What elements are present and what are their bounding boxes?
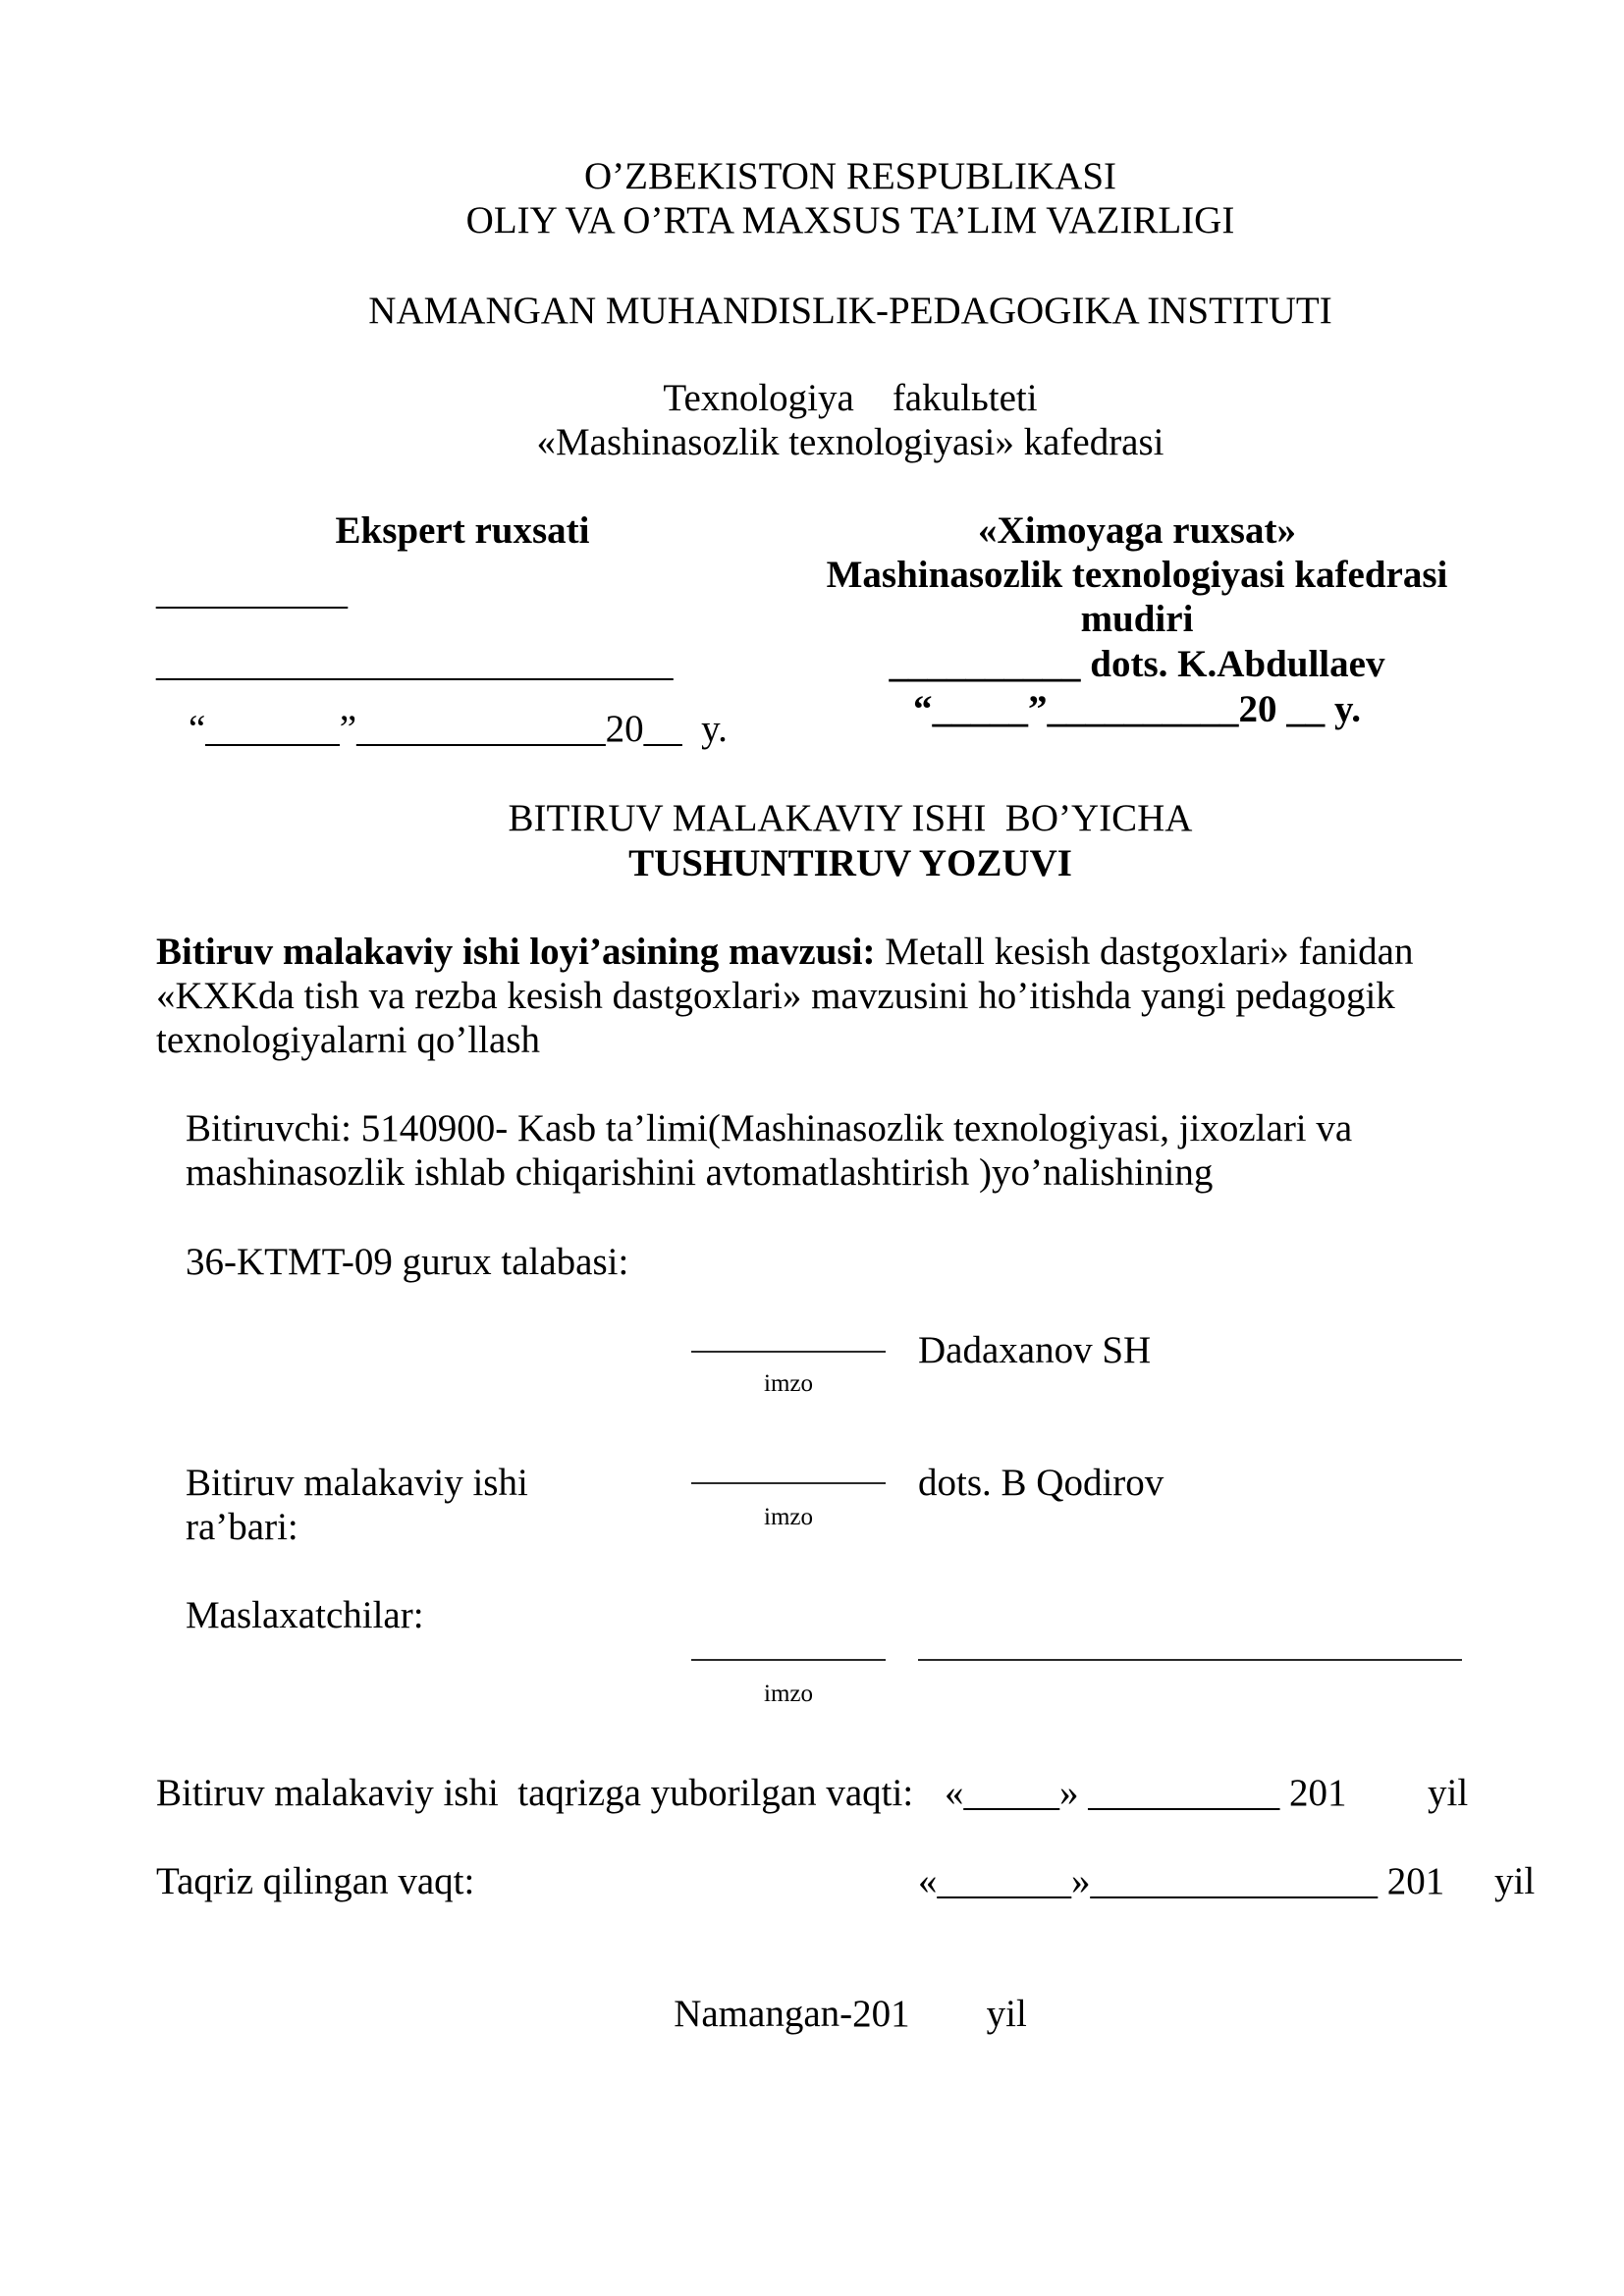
defense-signature-line: __________ dots. K.Abdullaev xyxy=(889,643,1385,685)
topic-label: Bitiruv malakaviy ishi loyi’asining mavzusi: xyxy=(156,931,876,973)
topic-text-line: Metall kesish dastgoxlari» fanidan xyxy=(875,931,1414,973)
student-signature-caption: imzo xyxy=(764,1370,813,1397)
graduate-info-line: Bitiruvchi: 5140900- Kasb ta’limi(Mashinasozlik texnologiyasi, jixozlari va xyxy=(186,1107,1353,1149)
student-signature-line xyxy=(691,1351,886,1353)
consultant-name-line xyxy=(918,1659,1462,1661)
supervisor-name: dots. B Qodirov xyxy=(918,1462,1164,1504)
graduate-info-line: mashinasozlik ishlab chiqarishini avtomatlashtirish )yo’nalishining xyxy=(186,1151,1214,1194)
review-sent-date: «_____» __________ 201 xyxy=(945,1772,1347,1814)
supervisor-signature-caption: imzo xyxy=(764,1504,813,1530)
department-name: «Mashinasozlik texnologiyasi» kafedrasi xyxy=(536,421,1164,463)
topic-paragraph-first-line xyxy=(156,930,1413,974)
group-label: 36-KTMT-09 gurux talabasi: xyxy=(186,1241,629,1283)
defense-position-line-1: Mashinasozlik texnologiyasi kafedrasi xyxy=(826,554,1448,596)
expert-blank-line-2: ___________________________ xyxy=(156,642,674,684)
expert-blank-line-1: __________ xyxy=(156,570,348,613)
topic-text-line: texnologiyalarni qo’llash xyxy=(156,1019,540,1061)
topic-text-line: «KXKda tish va rezba kesish dastgoxlari» mavzusini ho’itishda yangi pedagogik xyxy=(156,975,1395,1017)
expert-approval-title: Ekspert ruxsati xyxy=(335,509,590,552)
review-sent-label: Bitiruv malakaviy ishi taqrizga yuborilgan vaqti: xyxy=(156,1772,914,1814)
consultant-signature-line xyxy=(691,1659,886,1661)
review-done-unit: yil xyxy=(1494,1860,1536,1902)
supervisor-label-line: ra’bari: xyxy=(186,1506,298,1548)
consultants-label: Maslaxatchilar: xyxy=(186,1594,424,1636)
header-ministry: OLIY VA O’RTA MAXSUS TA’LIM VAZIRLIGI xyxy=(465,199,1235,241)
student-name: Dadaxanov SH xyxy=(918,1329,1152,1371)
review-sent-unit: yil xyxy=(1428,1772,1469,1814)
document-title-line-2: TUSHUNTIRUV YOZUVI xyxy=(628,842,1072,884)
document-title-line-1: BITIRUV MALAKAVIY ISHI BO’YICHA xyxy=(508,797,1193,839)
faculty-name: Texnologiya fakulьteti xyxy=(663,377,1038,419)
supervisor-label-line: Bitiruv malakaviy ishi xyxy=(186,1462,528,1504)
institute-name: NAMANGAN MUHANDISLIK-PEDAGOGIKA INSTITUTI xyxy=(368,290,1332,332)
defense-approval-title: «Ximoyaga ruxsat» xyxy=(978,509,1296,552)
defense-position-line-2: mudiri xyxy=(1080,598,1194,640)
supervisor-signature-line xyxy=(691,1482,886,1484)
review-done-date: «_______»_______________ 201 xyxy=(918,1860,1445,1902)
defense-date-line: “_____”__________20 __ y. xyxy=(912,688,1362,730)
footer-place-year: Namangan-201 yil xyxy=(674,1993,1027,2035)
header-country: O’ZBEKISTON RESPUBLIKASI xyxy=(583,155,1117,197)
expert-date-line: “_______”_____________20__ y. xyxy=(189,708,728,750)
review-done-label: Taqriz qilingan vaqt: xyxy=(156,1860,475,1902)
consultant-signature-caption: imzo xyxy=(764,1681,813,1707)
